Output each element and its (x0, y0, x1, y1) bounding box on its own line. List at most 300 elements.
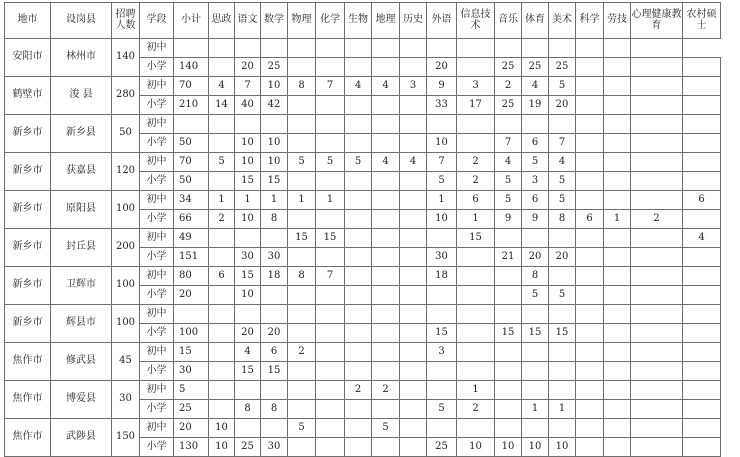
value-cell (576, 438, 604, 457)
value-cell (631, 324, 683, 343)
value-cell (316, 400, 345, 419)
value-cell: 33 (427, 96, 457, 115)
value-cell: 10 (235, 286, 261, 305)
value-cell (457, 267, 495, 286)
value-cell (576, 305, 604, 324)
value-cell: 6 (683, 191, 721, 210)
value-cell: 66 (174, 210, 209, 229)
value-cell (631, 248, 683, 267)
value-cell (400, 191, 427, 210)
value-cell (372, 248, 400, 267)
stage-cell: 小学 (140, 134, 174, 153)
value-cell: 1 (549, 400, 576, 419)
value-cell (604, 419, 631, 438)
value-cell (400, 115, 427, 134)
value-cell (457, 115, 495, 134)
table-row (5, 305, 721, 324)
stage-cell: 小学 (140, 210, 174, 229)
value-cell (522, 343, 549, 362)
value-cell: 5 (372, 419, 400, 438)
value-cell: 7 (316, 267, 345, 286)
value-cell (400, 39, 427, 58)
value-cell: 4 (495, 153, 522, 172)
value-cell (400, 134, 427, 153)
value-cell: 3 (522, 172, 549, 191)
table-row (5, 191, 721, 210)
value-cell: 4 (235, 343, 261, 362)
value-cell (316, 286, 345, 305)
value-cell (400, 381, 427, 400)
value-cell (604, 172, 631, 191)
value-cell: 4 (209, 77, 235, 96)
value-cell (288, 305, 316, 324)
value-cell (345, 210, 372, 229)
value-cell (209, 134, 235, 153)
value-cell (683, 134, 721, 153)
stage-cell: 初中 (140, 381, 174, 400)
count-cell: 120 (112, 153, 140, 191)
value-cell (316, 419, 345, 438)
header-cell: 农村硕士 (683, 3, 721, 39)
value-cell (372, 191, 400, 210)
value-cell (683, 305, 721, 324)
value-cell (288, 324, 316, 343)
value-cell: 10 (209, 438, 235, 457)
value-cell (400, 286, 427, 305)
value-cell: 5 (549, 172, 576, 191)
value-cell: 15 (522, 324, 549, 343)
value-cell (576, 115, 604, 134)
value-cell (549, 305, 576, 324)
value-cell (683, 115, 721, 134)
stage-cell: 小学 (140, 400, 174, 419)
value-cell: 15 (549, 324, 576, 343)
table-row (5, 115, 721, 134)
value-cell (457, 39, 495, 58)
value-cell: 25 (235, 438, 261, 457)
value-cell: 10 (495, 438, 522, 457)
value-cell: 5 (345, 153, 372, 172)
value-cell (427, 419, 457, 438)
value-cell: 6 (261, 343, 288, 362)
value-cell: 8 (288, 77, 316, 96)
value-cell (345, 39, 372, 58)
value-cell (400, 305, 427, 324)
value-cell: 210 (174, 96, 209, 115)
header-cell: 地市 (5, 3, 51, 39)
header-cell: 历史 (400, 3, 427, 39)
value-cell: 15 (235, 267, 261, 286)
value-cell (495, 400, 522, 419)
value-cell: 15 (235, 362, 261, 381)
value-cell: 8 (261, 400, 288, 419)
value-cell (576, 286, 604, 305)
value-cell: 1 (209, 191, 235, 210)
value-cell (576, 77, 604, 96)
value-cell: 10 (261, 153, 288, 172)
value-cell: 4 (345, 77, 372, 96)
value-cell (631, 343, 683, 362)
value-cell (576, 381, 604, 400)
value-cell (372, 134, 400, 153)
value-cell (576, 419, 604, 438)
value-cell (400, 400, 427, 419)
value-cell: 5 (316, 153, 345, 172)
value-cell: 42 (261, 96, 288, 115)
value-cell: 15 (261, 172, 288, 191)
value-cell (631, 229, 683, 248)
city-cell: 新乡市 (5, 191, 51, 229)
value-cell: 151 (174, 248, 209, 267)
value-cell (209, 229, 235, 248)
count-cell: 100 (112, 305, 140, 343)
value-cell: 130 (174, 438, 209, 457)
header-cell: 劳技 (604, 3, 631, 39)
value-cell: 80 (174, 267, 209, 286)
value-cell (261, 229, 288, 248)
value-cell (457, 343, 495, 362)
header-cell: 化学 (316, 3, 345, 39)
stage-cell: 小学 (140, 58, 174, 77)
value-cell: 2 (457, 172, 495, 191)
value-cell (683, 77, 721, 96)
value-cell: 30 (174, 362, 209, 381)
value-cell (604, 343, 631, 362)
stage-cell: 初中 (140, 305, 174, 324)
value-cell: 8 (522, 267, 549, 286)
value-cell (631, 191, 683, 210)
value-cell (288, 134, 316, 153)
value-cell: 4 (522, 77, 549, 96)
header-cell: 体育 (522, 3, 549, 39)
value-cell (209, 58, 235, 77)
value-cell: 7 (235, 77, 261, 96)
value-cell: 30 (427, 248, 457, 267)
value-cell (576, 96, 604, 115)
value-cell (427, 305, 457, 324)
value-cell: 19 (522, 96, 549, 115)
value-cell (522, 305, 549, 324)
value-cell: 4 (372, 77, 400, 96)
value-cell: 10 (522, 438, 549, 457)
value-cell (345, 438, 372, 457)
value-cell: 4 (549, 153, 576, 172)
value-cell (316, 134, 345, 153)
value-cell (400, 210, 427, 229)
value-cell: 70 (174, 153, 209, 172)
value-cell (427, 381, 457, 400)
header-cell: 外语 (427, 3, 457, 39)
value-cell (345, 58, 372, 77)
table-row (5, 39, 721, 58)
value-cell (345, 267, 372, 286)
value-cell (631, 172, 683, 191)
value-cell (345, 134, 372, 153)
value-cell (400, 324, 427, 343)
value-cell (235, 115, 261, 134)
table-row (5, 153, 721, 172)
value-cell (457, 248, 495, 267)
value-cell (576, 267, 604, 286)
value-cell: 49 (174, 229, 209, 248)
value-cell (604, 438, 631, 457)
value-cell: 10 (261, 77, 288, 96)
value-cell: 14 (209, 96, 235, 115)
count-cell: 45 (112, 343, 140, 381)
value-cell (549, 381, 576, 400)
value-cell: 40 (235, 96, 261, 115)
value-cell (604, 191, 631, 210)
header-cell: 信息技术 (457, 3, 495, 39)
value-cell (345, 229, 372, 248)
value-cell: 20 (174, 286, 209, 305)
value-cell (372, 115, 400, 134)
value-cell (400, 248, 427, 267)
city-cell: 新乡市 (5, 153, 51, 191)
city-cell: 新乡市 (5, 305, 51, 343)
value-cell (209, 115, 235, 134)
value-cell: 1 (261, 191, 288, 210)
value-cell (372, 96, 400, 115)
value-cell (576, 172, 604, 191)
value-cell (400, 267, 427, 286)
value-cell (400, 362, 427, 381)
table-row (5, 343, 721, 362)
county-cell: 林州市 (51, 39, 112, 77)
stage-cell: 初中 (140, 191, 174, 210)
value-cell (631, 362, 683, 381)
value-cell (683, 286, 721, 305)
value-cell: 5 (174, 381, 209, 400)
value-cell (209, 248, 235, 267)
value-cell: 70 (174, 77, 209, 96)
value-cell (288, 58, 316, 77)
value-cell (631, 267, 683, 286)
value-cell (683, 58, 721, 77)
value-cell (372, 210, 400, 229)
value-cell (631, 400, 683, 419)
stage-cell: 小学 (140, 438, 174, 457)
value-cell: 7 (495, 134, 522, 153)
value-cell: 10 (209, 419, 235, 438)
value-cell (631, 438, 683, 457)
value-cell (549, 39, 576, 58)
value-cell: 9 (495, 210, 522, 229)
value-cell (457, 134, 495, 153)
count-cell: 140 (112, 39, 140, 77)
value-cell (372, 305, 400, 324)
value-cell: 9 (522, 210, 549, 229)
value-cell (604, 77, 631, 96)
value-cell (235, 419, 261, 438)
city-cell: 安阳市 (5, 39, 51, 77)
value-cell: 18 (261, 267, 288, 286)
value-cell: 10 (235, 210, 261, 229)
value-cell (631, 305, 683, 324)
header-cell: 心理健康教育 (631, 3, 683, 39)
value-cell (631, 39, 683, 58)
header-cell: 数学 (261, 3, 288, 39)
count-cell: 100 (112, 191, 140, 229)
value-cell (372, 324, 400, 343)
header-cell: 学段 (140, 3, 174, 39)
value-cell: 3 (427, 343, 457, 362)
value-cell (400, 229, 427, 248)
value-cell (522, 381, 549, 400)
value-cell (316, 210, 345, 229)
value-cell (495, 305, 522, 324)
value-cell (457, 58, 495, 77)
value-cell: 5 (549, 286, 576, 305)
city-cell: 新乡市 (5, 229, 51, 267)
city-cell: 焦作市 (5, 343, 51, 381)
value-cell: 2 (457, 400, 495, 419)
stage-cell: 小学 (140, 248, 174, 267)
county-cell: 封丘县 (51, 229, 112, 267)
value-cell: 5 (549, 77, 576, 96)
value-cell (495, 267, 522, 286)
value-cell: 21 (495, 248, 522, 267)
value-cell: 8 (261, 210, 288, 229)
value-cell: 50 (174, 172, 209, 191)
value-cell (604, 229, 631, 248)
stage-cell: 初中 (140, 343, 174, 362)
value-cell (261, 305, 288, 324)
value-cell (604, 39, 631, 58)
value-cell: 20 (549, 96, 576, 115)
value-cell (372, 39, 400, 58)
value-cell (604, 96, 631, 115)
value-cell (345, 400, 372, 419)
value-cell: 7 (316, 77, 345, 96)
value-cell: 5 (495, 191, 522, 210)
value-cell: 1 (604, 210, 631, 229)
value-cell (604, 305, 631, 324)
count-cell: 30 (112, 381, 140, 419)
value-cell: 5 (549, 191, 576, 210)
value-cell: 2 (495, 77, 522, 96)
value-cell (576, 39, 604, 58)
value-cell: 25 (427, 438, 457, 457)
value-cell (288, 362, 316, 381)
county-cell: 原阳县 (51, 191, 112, 229)
value-cell (288, 39, 316, 58)
value-cell (209, 324, 235, 343)
value-cell (576, 324, 604, 343)
value-cell (683, 248, 721, 267)
value-cell (604, 400, 631, 419)
value-cell (683, 362, 721, 381)
value-cell (288, 210, 316, 229)
table-row (5, 77, 721, 96)
value-cell: 15 (261, 362, 288, 381)
value-cell (372, 400, 400, 419)
value-cell: 1 (457, 210, 495, 229)
value-cell (400, 96, 427, 115)
value-cell (549, 267, 576, 286)
value-cell (345, 419, 372, 438)
value-cell (522, 115, 549, 134)
value-cell (372, 438, 400, 457)
value-cell: 34 (174, 191, 209, 210)
value-cell (345, 172, 372, 191)
value-cell (549, 115, 576, 134)
value-cell: 25 (261, 58, 288, 77)
count-cell: 200 (112, 229, 140, 267)
value-cell: 2 (372, 381, 400, 400)
value-cell (174, 39, 209, 58)
value-cell (261, 39, 288, 58)
value-cell: 6 (522, 191, 549, 210)
value-cell (631, 134, 683, 153)
value-cell (209, 381, 235, 400)
value-cell (631, 419, 683, 438)
value-cell (495, 229, 522, 248)
value-cell (427, 286, 457, 305)
value-cell (316, 172, 345, 191)
value-cell: 18 (427, 267, 457, 286)
value-cell: 7 (427, 153, 457, 172)
value-cell (316, 305, 345, 324)
value-cell: 15 (235, 172, 261, 191)
value-cell (683, 96, 721, 115)
value-cell (495, 343, 522, 362)
value-cell (457, 362, 495, 381)
value-cell (400, 58, 427, 77)
table-row (5, 267, 721, 286)
value-cell (522, 39, 549, 58)
value-cell (400, 419, 427, 438)
value-cell (631, 96, 683, 115)
value-cell (604, 381, 631, 400)
value-cell: 140 (174, 58, 209, 77)
header-cell: 语文 (235, 3, 261, 39)
value-cell (549, 229, 576, 248)
value-cell (604, 362, 631, 381)
value-cell (457, 324, 495, 343)
value-cell: 9 (427, 77, 457, 96)
header-cell: 思政 (209, 3, 235, 39)
stage-cell: 小学 (140, 324, 174, 343)
count-cell: 150 (112, 419, 140, 457)
header-cell: 物理 (288, 3, 316, 39)
value-cell: 10 (457, 438, 495, 457)
count-cell: 280 (112, 77, 140, 115)
county-cell: 辉县市 (51, 305, 112, 343)
value-cell: 6 (522, 134, 549, 153)
value-cell: 30 (261, 248, 288, 267)
value-cell (288, 115, 316, 134)
value-cell: 20 (427, 58, 457, 77)
value-cell (604, 267, 631, 286)
value-cell: 10 (549, 438, 576, 457)
value-cell: 25 (495, 96, 522, 115)
value-cell (288, 96, 316, 115)
value-cell: 20 (522, 248, 549, 267)
value-cell: 1 (288, 191, 316, 210)
stage-cell: 初中 (140, 419, 174, 438)
value-cell (316, 324, 345, 343)
value-cell: 10 (235, 153, 261, 172)
stage-cell: 初中 (140, 153, 174, 172)
value-cell: 5 (209, 153, 235, 172)
value-cell (495, 115, 522, 134)
table-row (5, 229, 721, 248)
header-cell: 小计 (174, 3, 209, 39)
value-cell (316, 96, 345, 115)
value-cell (209, 172, 235, 191)
value-cell: 25 (522, 58, 549, 77)
